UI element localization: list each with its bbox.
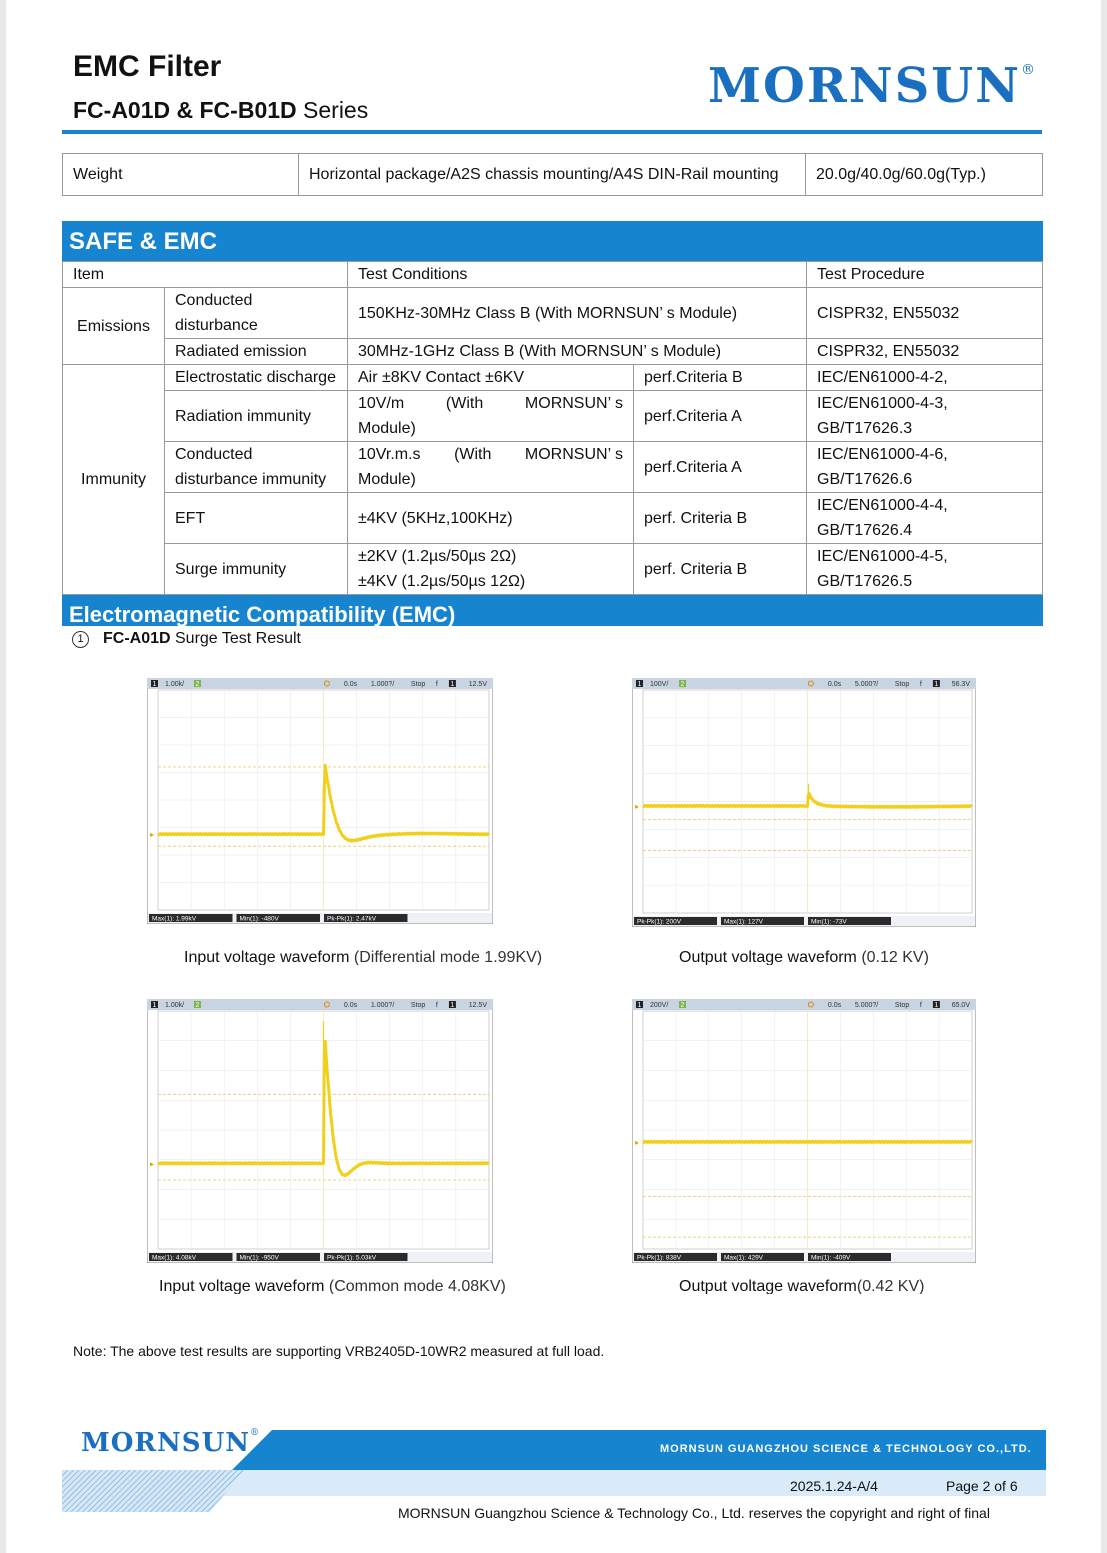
measurement-value: Max(1): 1.99kV: [152, 915, 197, 923]
waveform-caption-4: [679, 1278, 924, 1294]
row-procedure: [807, 442, 1043, 493]
procedure-line: GB/T17626.3: [817, 420, 913, 437]
table-row: [63, 365, 1043, 391]
row-name: Conducted disturbance: [165, 288, 348, 339]
name-line: disturbance immunity: [175, 471, 327, 488]
row-procedure: [807, 493, 1043, 544]
test-note: Note: The above test results are supporting VRB2405D-10WR2 measured at full load.: [73, 1343, 605, 1359]
channel-1-label: 1: [637, 681, 642, 688]
registered-mark: ®: [250, 1428, 260, 1438]
table-row: [63, 288, 1043, 339]
channel-ground-marker-icon: ▸: [150, 830, 155, 840]
table-row: [63, 154, 1043, 196]
cond-part: 10V/m: [358, 395, 405, 412]
oscilloscope-capture-3: [147, 999, 493, 1263]
weight-label: Weight: [63, 154, 299, 196]
row-name: Radiation immunity: [165, 391, 348, 442]
measurement-value: Min(1): -950V: [239, 1254, 279, 1262]
channel-scale: 1.00k/: [165, 681, 185, 688]
table-row: [63, 493, 1043, 544]
row-criteria: perf. Criteria B: [634, 493, 807, 544]
section-band-safe-emc: [62, 221, 1043, 261]
time-offset: 0.0s: [343, 681, 358, 688]
name-line: Conducted: [175, 446, 253, 463]
time-offset: 0.0s: [827, 681, 842, 688]
footer-company: MORNSUN GUANGZHOU SCIENCE & TECHNOLOGY CO.,LTD.: [660, 1443, 1032, 1455]
row-name: Radiated emission: [165, 339, 348, 365]
cond-part: Module): [358, 420, 416, 437]
weight-value: 20.0g/40.0g/60.0g(Typ.): [806, 154, 1043, 196]
channel-2-label: 2: [195, 1002, 200, 1009]
row-criteria: perf. Criteria B: [634, 544, 807, 595]
measurement-value: Min(1): -480V: [239, 915, 279, 923]
subheading-text: Surge Test Result: [170, 630, 301, 647]
procedure-line: IEC/EN61000-4-3,: [817, 395, 948, 412]
row-procedure: CISPR32, EN55032: [807, 339, 1043, 365]
weight-table: [62, 153, 1043, 196]
measurement-value: Pk-Pk(1): 5.03kV: [327, 1254, 377, 1262]
row-procedure: [807, 544, 1043, 595]
measurement-value: Min(1): -409V: [811, 1254, 851, 1262]
caption-detail: (Common mode 4.08KV): [328, 1278, 506, 1294]
waveform-caption-1: [184, 949, 542, 965]
measurement-value: Max(1): 429V: [724, 1254, 764, 1262]
weight-condition: Horizontal package/A2S chassis mounting/A4S DIN-Rail mounting: [299, 154, 806, 196]
immunity-label: Immunity: [63, 365, 165, 595]
acquisition-state: Stop: [894, 681, 910, 688]
table-row: [63, 442, 1043, 493]
row-criteria: perf.Criteria A: [634, 442, 807, 493]
footer-logo: [81, 1428, 259, 1458]
caption-main: Output voltage waveform: [679, 1278, 857, 1294]
caption-main: Output voltage waveform: [679, 949, 862, 965]
measurement-value: Pk-Pk(1): 200V: [637, 918, 682, 926]
mornsun-logo: [708, 58, 1035, 114]
waveform-caption-2: [679, 949, 929, 965]
header-procedure: Test Procedure: [807, 262, 1043, 288]
footer-revision-date: 2025.1.24-A/4: [790, 1478, 878, 1494]
waveform-trace: [643, 1141, 972, 1142]
trigger-level: 12.5V: [468, 1002, 487, 1009]
timebase: 5.000?/: [854, 1002, 879, 1009]
surge-test-subheading: [72, 630, 301, 648]
row-criteria: perf.Criteria A: [634, 391, 807, 442]
row-name: EFT: [165, 493, 348, 544]
oscilloscope-capture-2: [632, 678, 976, 927]
header-divider: [62, 130, 1042, 134]
procedure-line: IEC/EN61000-4-6,: [817, 446, 948, 463]
row-condition: [348, 544, 634, 595]
row-criteria: perf.Criteria B: [634, 365, 807, 391]
trigger-edge-icon: f: [435, 681, 438, 688]
procedure-line: IEC/EN61000-4-5,: [817, 548, 948, 565]
emissions-label: Emissions: [63, 288, 165, 365]
channel-2-label: 2: [680, 1002, 685, 1009]
trigger-channel-label: 1: [934, 681, 939, 688]
cond-part: 10Vr.m.s: [358, 446, 421, 463]
document-title: EMC Filter: [73, 50, 222, 83]
channel-2-label: 2: [680, 681, 685, 688]
channel-ground-marker-icon: ▸: [635, 801, 640, 811]
timebase: 1.000?/: [370, 681, 395, 688]
row-condition: [348, 442, 634, 493]
trigger-channel-label: 1: [450, 681, 455, 688]
cond-part: (With: [445, 395, 484, 412]
section-band-emc: [62, 595, 1043, 626]
row-name: Electrostatic discharge: [165, 365, 348, 391]
caption-detail: (0.42 KV): [856, 1278, 925, 1294]
trigger-edge-icon: f: [435, 1002, 438, 1009]
trigger-level: 56.3V: [951, 681, 970, 688]
series-suffix: Series: [296, 97, 369, 123]
trigger-level: 65.0V: [951, 1002, 970, 1009]
cond-part: (With: [454, 446, 492, 463]
trigger-edge-icon: f: [919, 1002, 922, 1009]
circled-number-icon: 1: [72, 631, 89, 648]
acquisition-state: Stop: [410, 681, 426, 688]
footer-logo-text: MORNSUN: [81, 1428, 251, 1458]
series-models: FC-A01D & FC-B01D: [73, 97, 297, 123]
caption-detail: (0.12 KV): [861, 949, 929, 965]
footer-page-number: Page 2 of 6: [946, 1478, 1018, 1494]
channel-scale: 100V/: [650, 681, 669, 688]
channel-1-label: 1: [637, 1002, 642, 1009]
section-title: SAFE & EMC: [69, 228, 218, 255]
channel-scale: 1.00k/: [165, 1002, 185, 1009]
timebase: 1.000?/: [370, 1002, 395, 1009]
cond-part: MORNSUN’ s: [524, 446, 623, 463]
row-name: Surge immunity: [165, 544, 348, 595]
row-condition: Air ±8KV Contact ±6KV: [348, 365, 634, 391]
measurement-value: Pk-Pk(1): 838V: [637, 1254, 682, 1262]
logo-text: MORNSUN: [707, 58, 1021, 114]
channel-ground-marker-icon: ▸: [635, 1137, 640, 1147]
footer-copyright: MORNSUN Guangzhou Science & Technology Co., Ltd. reserves the copyright and right of final: [398, 1505, 990, 1521]
caption-main: Input voltage waveform: [159, 1278, 329, 1294]
caption-detail: (Differential mode 1.99KV): [353, 949, 543, 965]
oscilloscope-capture-4: [632, 999, 976, 1263]
row-condition: 30MHz-1GHz Class B (With MORNSUN’ s Module): [348, 339, 807, 365]
channel-1-label: 1: [152, 681, 157, 688]
measurement-value: Max(1): 127V: [724, 918, 764, 926]
trigger-edge-icon: f: [919, 681, 922, 688]
header-item: Item: [63, 262, 348, 288]
table-row: [63, 339, 1043, 365]
oscilloscope-capture-1: [147, 678, 493, 924]
time-offset: 0.0s: [827, 1002, 842, 1009]
cond-part: MORNSUN’ s: [524, 395, 623, 412]
row-condition: [348, 391, 634, 442]
measurement-value: Min(1): -73V: [811, 918, 847, 926]
waveform-caption-3: [159, 1278, 506, 1294]
datasheet-page: [6, 0, 1101, 1553]
acquisition-state: Stop: [894, 1002, 910, 1009]
table-row: [63, 391, 1043, 442]
row-condition: 150KHz-30MHz Class B (With MORNSUN’ s Module): [348, 288, 807, 339]
procedure-line: GB/T17626.6: [817, 471, 913, 488]
trigger-channel-label: 1: [934, 1002, 939, 1009]
series-title: [73, 97, 368, 124]
row-procedure: IEC/EN61000-4-2,: [807, 365, 1043, 391]
table-row: [63, 544, 1043, 595]
row-procedure: [807, 391, 1043, 442]
procedure-line: GB/T17626.4: [817, 522, 913, 539]
row-condition: ±4KV (5KHz,100KHz): [348, 493, 634, 544]
timebase: 5.000?/: [854, 681, 879, 688]
trigger-channel-label: 1: [450, 1002, 455, 1009]
measurement-value: Max(1): 4.08kV: [152, 1254, 197, 1262]
procedure-line: GB/T17626.5: [817, 573, 913, 590]
model-name: FC-A01D: [103, 630, 171, 647]
cond-line: ±2KV (1.2µs/50µs 2Ω): [358, 548, 517, 565]
trigger-level: 12.5V: [468, 681, 487, 688]
registered-mark: ®: [1021, 62, 1035, 78]
footer-light-stripe: [212, 1470, 1046, 1496]
cond-line: ±4KV (1.2µs/50µs 12Ω): [358, 573, 526, 590]
channel-scale: 200V/: [650, 1002, 669, 1009]
cond-part: Module): [358, 471, 416, 488]
time-offset: 0.0s: [343, 1002, 358, 1009]
footer-hatch: [62, 1470, 244, 1512]
safe-emc-table: [62, 261, 1043, 595]
header-conditions: Test Conditions: [348, 262, 807, 288]
acquisition-state: Stop: [410, 1002, 426, 1009]
section-title: Electromagnetic Compatibility (EMC): [69, 602, 456, 626]
channel-ground-marker-icon: ▸: [150, 1159, 155, 1169]
measurement-value: Pk-Pk(1): 2.47kV: [327, 915, 377, 923]
channel-2-label: 2: [195, 681, 200, 688]
caption-main: Input voltage waveform: [184, 949, 354, 965]
procedure-line: IEC/EN61000-4-4,: [817, 497, 948, 514]
row-procedure: CISPR32, EN55032: [807, 288, 1043, 339]
table-header-row: [63, 262, 1043, 288]
row-name: [165, 442, 348, 493]
channel-1-label: 1: [152, 1002, 157, 1009]
